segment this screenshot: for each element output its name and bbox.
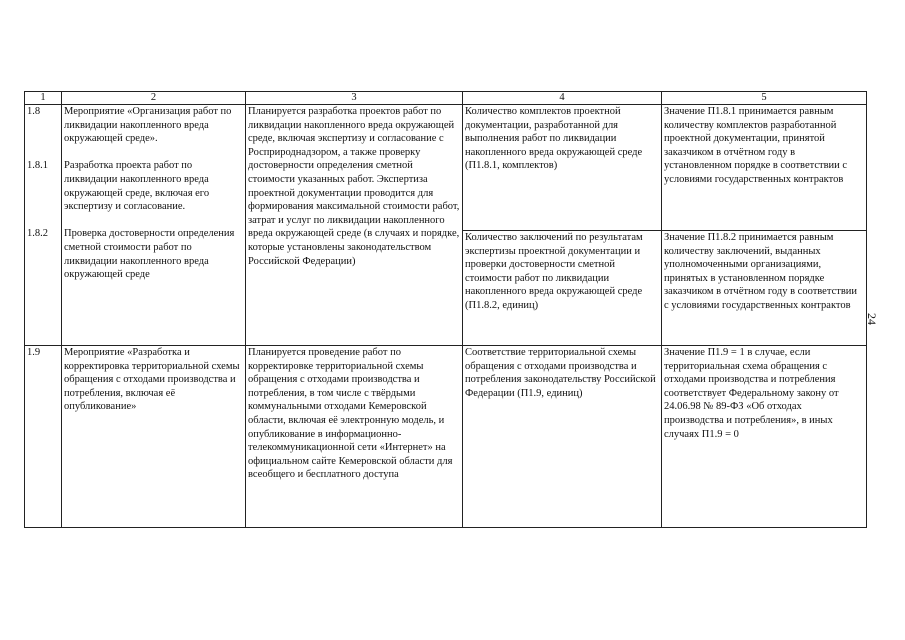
header-row [25,92,867,105]
measure-name-cell: Мероприятие «Разработка и корректировка территориальной схемы обращения с отходами производства и потребления, включая её опубликование» [62,346,246,528]
header-col-4: 4 [463,92,662,105]
indicator-value-cell: Значение П1.8.1 принимается равным количеству комплектов разработанной проектной документации, принятой заказчиком в отчётном году в установленном порядке в соответствии с условиями государственных контрактов [662,105,867,231]
measure-description-cell: Планируется проведение работ по корректировке территориальной схемы обращения с отходами производства и потребления, в том числе с твёрдыми коммунальными отходами Кемеровской области, включая её электронную модель, и опубликование в информационно-телекоммуникационной сети «Интернет» на официальном сайте Кемеровской области для всеобщего и бесплатного доступа [246,346,463,528]
indicators-table [24,91,867,528]
header-col-2: 2 [62,92,246,105]
row-number-cell: 1.9 [25,346,62,528]
indicator-cell: Количество заключений по результатам экспертизы проектной документации и проверки достоверности сметной стоимости работ по ликвидации накопленного вреда окружающей среде (П1.8.2, единиц) [463,231,662,346]
indicator-cell: Соответствие территориальной схемы обращения с отходами производства и потребления законодательству Российской Федерации (П1.9, единиц) [463,346,662,528]
measure-description-cell: Планируется разработка проектов работ по ликвидации накопленного вреда окружающей среде, включая экспертизу и согласование с Росприроднадзором, а также проверку достоверности определения сметной стоимости указанных работ. Экспертиза проектной документации проводится для формирования максимальной стоимости работ, затрат и услуг по ликвидации накопленного вреда окружающей среде (в случаях и порядке, которые установлены законодательством Российской Федерации) [246,105,463,346]
table-row [25,346,867,528]
header-col-5: 5 [662,92,867,105]
indicator-value-cell: Значение П1.8.2 принимается равным количеству заключений, выданных уполномоченными организациями, принятых в установленном порядке заказчиком в отчётном году в соответствии с условиями государственных контрактов [662,231,867,346]
header-col-1: 1 [25,92,62,105]
row-number-cell: 1.8 1.8.1 1.8.2 [25,105,62,346]
table-row [25,105,867,231]
indicator-value-cell: Значение П1.9 = 1 в случае, если территориальная схема обращения с отходами производства и потребления соответствует Федеральному закону от 24.06.98 № 89-ФЗ «Об отходах производства и потребления», в иных случаях П1.9 = 0 [662,346,867,528]
page-number: 24 [865,313,879,325]
header-col-3: 3 [246,92,463,105]
indicator-cell: Количество комплектов проектной документации, разработанной для выполнения работ по ликвидации накопленного вреда окружающей среде (П1.8.1, комплектов) [463,105,662,231]
measure-name-cell: Мероприятие «Организация работ по ликвидации накопленного вреда окружающей среде». Разработка проекта работ по ликвидации накопленного вреда окружающей среде, включая его экспертизу и согласование. Проверка достоверности определения сметной стоимости работ по ликвидации накопленного вреда окружающей среде [62,105,246,346]
